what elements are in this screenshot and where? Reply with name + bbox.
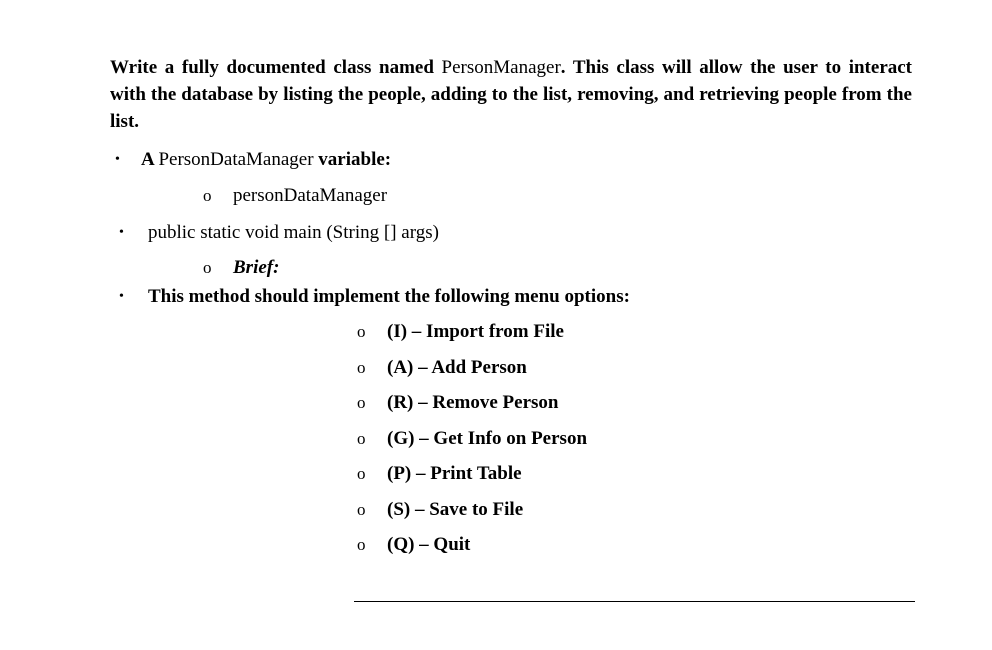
menu-intro-text: This method should implement the following menu options: <box>148 286 630 307</box>
variable-suffix: variable: <box>313 149 392 170</box>
menu-option-save: (S) – Save to File <box>387 499 524 520</box>
intro-part-2: . This class will allow the user to interact with the database by listing the people, adding to the list, removing, and retrieving people from the list. <box>110 57 913 132</box>
variable-type-name: PersonDataManager <box>158 149 314 170</box>
circle-bullet-icon: o <box>203 258 212 277</box>
intro-part-1: Write a fully documented class named <box>110 57 442 78</box>
horizontal-rule <box>354 601 915 602</box>
main-method-signature: public static void main (String [] args) <box>148 222 439 243</box>
menu-option-import: (I) – Import from File <box>387 321 564 342</box>
brief-label: Brief: <box>233 257 280 278</box>
intro-paragraph <box>110 54 912 135</box>
menu-option-add: (A) – Add Person <box>387 357 527 378</box>
variable-sub-item: personDataManager <box>233 185 388 206</box>
bullet-icon: • <box>119 225 124 240</box>
variable-bullet-text <box>141 148 391 172</box>
menu-option-print: (P) – Print Table <box>387 463 522 484</box>
menu-option-remove: (R) – Remove Person <box>387 392 559 413</box>
menu-option-get-info: (G) – Get Info on Person <box>387 428 588 449</box>
bullet-icon: • <box>119 289 124 304</box>
circle-bullet-icon: o <box>357 393 366 412</box>
variable-prefix: A <box>141 149 159 170</box>
circle-bullet-icon: o <box>357 535 366 554</box>
class-name: PersonManager <box>441 57 561 78</box>
bullet-icon: • <box>115 152 120 167</box>
circle-bullet-icon: o <box>357 358 366 377</box>
menu-option-quit: (Q) – Quit <box>387 534 471 555</box>
circle-bullet-icon: o <box>357 322 366 341</box>
circle-bullet-icon: o <box>357 464 366 483</box>
circle-bullet-icon: o <box>203 186 212 205</box>
circle-bullet-icon: o <box>357 500 366 519</box>
circle-bullet-icon: o <box>357 429 366 448</box>
